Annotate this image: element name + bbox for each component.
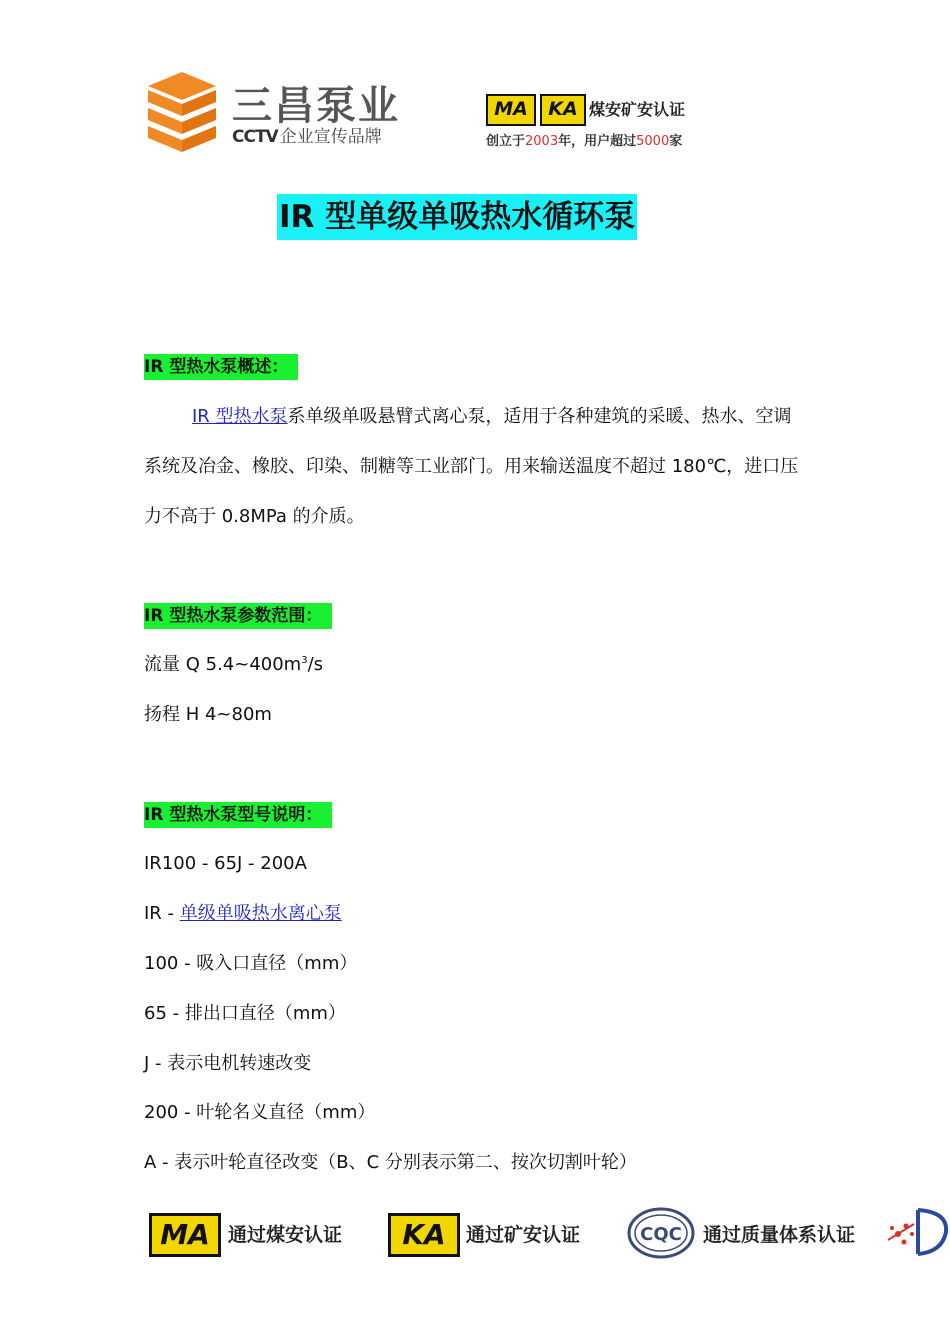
flow-line (144, 653, 323, 677)
ir-hot-water-pump-link[interactable]: IR 型热水泵 (192, 406, 288, 427)
footer-ka-text: 通过矿安认证 (466, 1224, 581, 1246)
overview-line-3: 力不高于 0.8MPa 的介质。 (144, 506, 365, 527)
model-item: 100 - 吸入口直径（mm） (144, 953, 358, 974)
cqc-logo-icon (626, 1206, 696, 1260)
brand-tagline-text: 企业宣传品牌 (279, 127, 382, 147)
footer-ka-badge: KA (388, 1213, 460, 1257)
model-item: J - 表示电机转速改变 (144, 1053, 312, 1074)
cqc-logo-text: CQC (640, 1224, 682, 1245)
ma-cert-badge: MA (486, 94, 536, 126)
parameters-heading: IR 型热水泵参数范围： (144, 603, 332, 629)
brand-tagline (232, 122, 382, 147)
founded-year: 2003 (525, 134, 559, 149)
model-ir-prefix: IR - (144, 903, 180, 924)
certification-mark-icon (884, 1204, 950, 1260)
page-title: IR 型单级单吸热水循环泵 (277, 194, 637, 240)
ka-cert-badge: KA (540, 94, 586, 126)
founded-line (486, 130, 682, 149)
sanchang-logo-icon (146, 70, 218, 154)
model-item: 200 - 叶轮名义直径（mm） (144, 1102, 376, 1123)
flow-superscript: 3 (301, 655, 308, 666)
overview-line-1 (192, 405, 792, 429)
model-ir-line (144, 902, 342, 926)
head-line: 扬程 H 4~80m (144, 704, 272, 725)
founded-prefix: 创立于 (486, 134, 526, 149)
overview-line-2: 系统及冶金、橡胶、印染、制糖等工业部门。用来输送温度不超过 180℃，进口压 (144, 456, 799, 477)
founded-users: 5000 (636, 134, 670, 149)
founded-mid: 年，用户超过 (558, 134, 637, 149)
model-item: 65 - 排出口直径（mm） (144, 1003, 346, 1024)
footer-cqc-text: 通过质量体系认证 (703, 1224, 856, 1246)
model-example: IR100 - 65J - 200A (144, 853, 307, 874)
brand-name: 三昌泵业 (232, 83, 400, 129)
founded-suffix: 家 (669, 134, 683, 149)
cctv-logo: CCTV (232, 127, 278, 147)
single-stage-pump-link[interactable]: 单级单吸热水离心泵 (179, 903, 342, 924)
flow-unit: /s (307, 654, 324, 675)
flow-text: 流量 Q 5.4~400m (144, 654, 302, 675)
overview-heading: IR 型热水泵概述： (144, 354, 298, 380)
footer-ma-text: 通过煤安认证 (228, 1224, 343, 1246)
overview-line-1-text: 系单级单吸悬臂式离心泵，适用于各种建筑的采暖、热水、空调 (287, 406, 792, 427)
cert-label: 煤安矿安认证 (589, 100, 686, 119)
footer-ma-badge: MA (149, 1213, 221, 1257)
model-heading: IR 型热水泵型号说明： (144, 802, 332, 828)
model-item: A - 表示叶轮直径改变（B、C 分别表示第二、按次切割叶轮） (144, 1152, 637, 1173)
